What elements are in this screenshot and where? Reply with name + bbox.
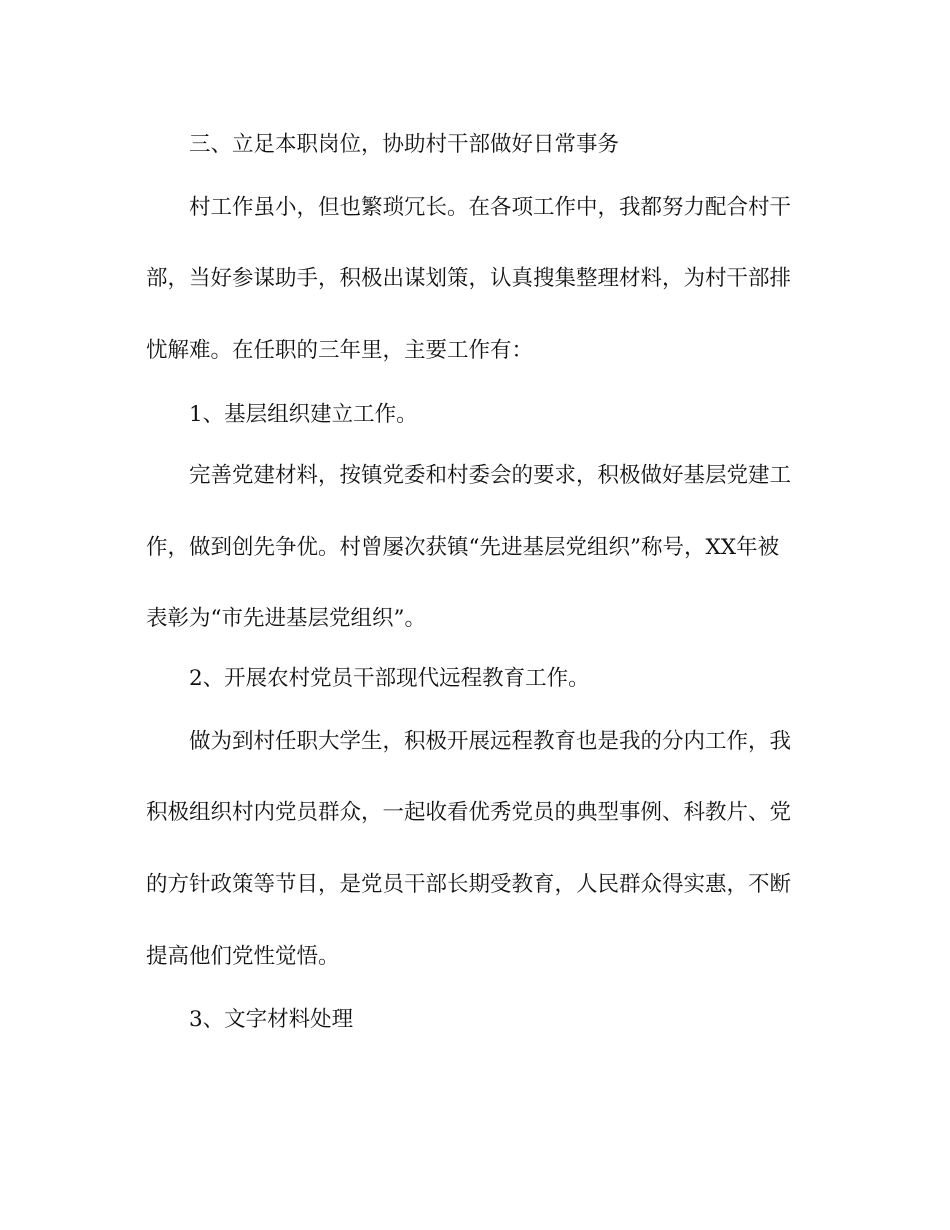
paragraph-line: 做为到村任职大学生，积极开展远程教育也是我的分内工作，我: [189, 729, 792, 754]
list-item-heading: 2、开展农村党员干部现代远程教育工作。: [189, 666, 590, 691]
list-item-heading: 3、文字材料处理: [189, 1007, 354, 1032]
paragraph-line: 作，做到创先争优。村曾屡次获镇“先进基层党组织”称号，XX年被: [146, 535, 780, 560]
section-heading-3: 三、立足本职岗位，协助村干部做好日常事务: [189, 132, 620, 157]
paragraph-line: 的方针政策等节目，是党员干部长期受教育，人民群众得实惠，不断: [146, 872, 792, 897]
paragraph-line: 完善党建材料，按镇党委和村委会的要求，积极做好基层党建工: [189, 463, 792, 488]
paragraph-line: 部，当好参谋助手，积极出谋划策，认真搜集整理材料，为村干部排: [146, 266, 792, 291]
paragraph-line: 提高他们党性觉悟。: [146, 944, 340, 969]
paragraph-line: 表彰为“市先进基层党组织”。: [146, 606, 426, 631]
paragraph-line: 忧解难。在任职的三年里，主要工作有：: [146, 338, 534, 363]
list-item-heading: 1、基层组织建立工作。: [189, 402, 418, 427]
paragraph-line: 村工作虽小，但也繁琐冗长。在各项工作中，我都努力配合村干: [189, 195, 792, 220]
paragraph-line: 积极组织村内党员群众，一起收看优秀党员的典型事例、科教片、党: [146, 800, 792, 825]
